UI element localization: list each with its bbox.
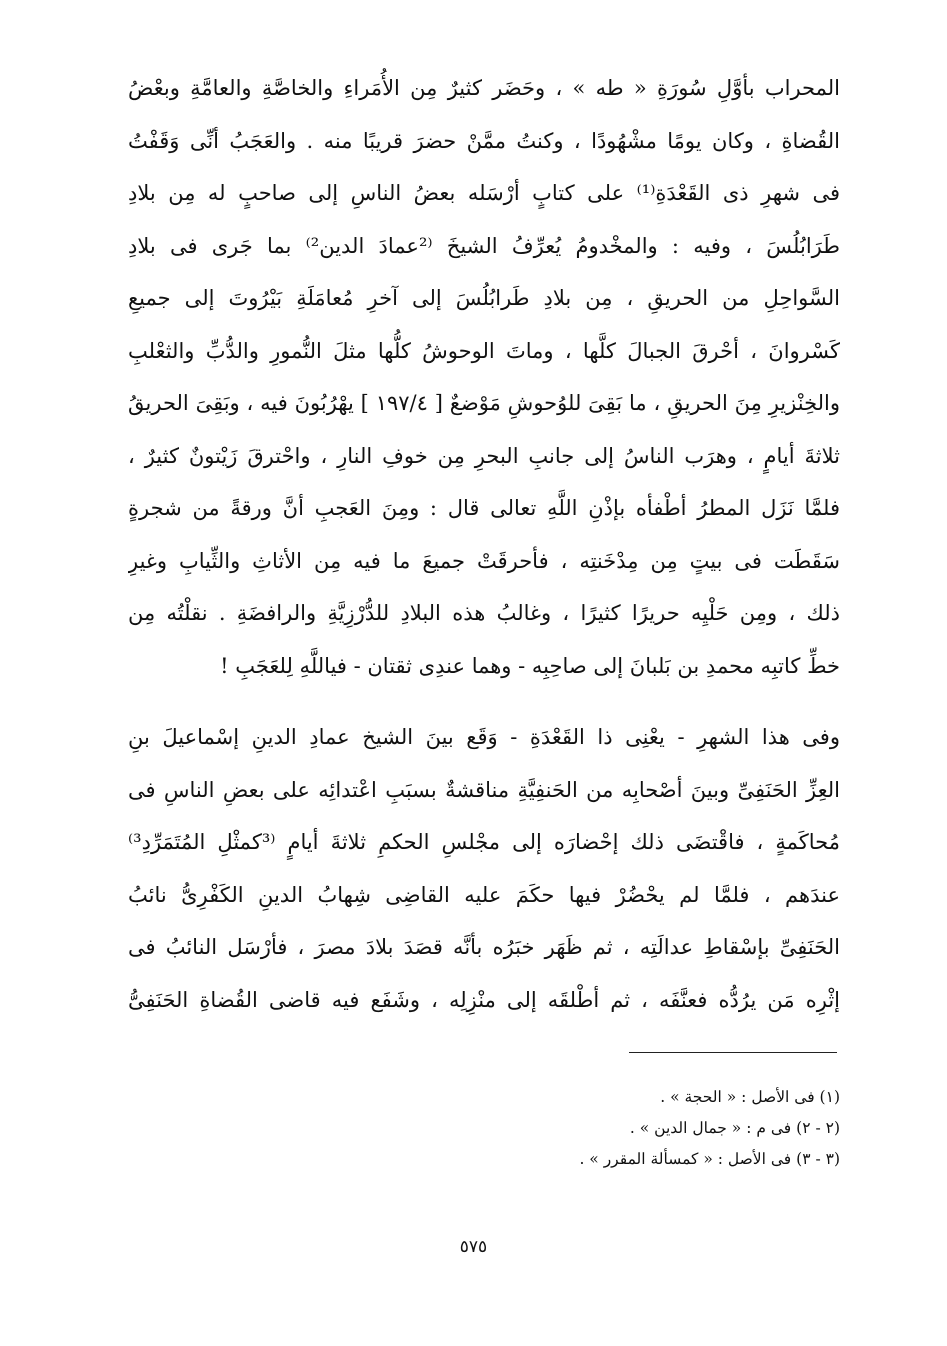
text-line: كَسْروانَ ، أحْرقَ الجبالَ كلَّها ، وماتَ الوحوشُ كلُّها مثلَ النُّمورِ والدُّبِّ والثعْلبِ (128, 338, 840, 363)
text-line: الحَنَفِىِّ بإسْقاطِ عدالَتِه ، ثم ظَهَر خبَرُه بأنَّه قصَدَ بلادَ مصرَ ، فأرْسَل النائبُ فى (128, 935, 840, 959)
text-line: عندَهم ، فلمَّا لم يحْضُرْ فيها حكَمَ عليه القاضِى شِهابُ الدينِ الكَفْرِىُّ نائبُ (128, 882, 840, 907)
text-line: خطِّ كاتبِه محمدِ بن بَلبانَ إلى صاحِبِه - وهما عندِى ثقتان - فياللَّهِ لِلعَجَبِ ! (220, 653, 840, 678)
body-paragraph-2 (128, 711, 840, 1026)
body-paragraph-1 (128, 62, 840, 692)
footnote-1: (١) فى الأصل : « الحجة » . (660, 1088, 840, 1106)
text-line: المحراب بأوَّلِ سُورَةِ « طه » ، وحَضَر كثيرٌ مِن الأُمَراءِ والخاصَّةِ والعامَّةِ وبعْضُ (128, 76, 840, 100)
text-line: فلمَّا نَزَل المطرُ أطْفأه بإذْنِ اللَّهِ تعالى قال : ومِنَ العَجبِ أنَّ ورقةً من شجرةٍ (128, 496, 840, 520)
text-line: سَقَطَت فى بيتٍ مِن مِدْخَنتِه ، فأحرقَتْ جميعَ ما فيه مِن الأثاثِ والثِّيابِ وغيرِ (128, 548, 840, 573)
text-line: مُحاكَمةٍ ، فاقْتضَى ذلك إحْضارَه إلى مجْلسِ الحكمِ ثلاثةَ أيامٍ ⁽³كمثْلِ المُتَمَرِّدِ³⁾ (128, 830, 840, 854)
text-line: طَرَابُلُسَ ، وفيه : والمخْدومُ يُعرِّفُ الشيخَ ⁽²عمادَ الدين²⁾ بما جَرى فى بلادِ (128, 233, 840, 258)
footnotes (300, 1082, 840, 1175)
text-line: والخِنْزيرِ مِنَ الحريقِ ، ما بَقِىَ للوُحوشِ مَوْضعٌ [ ١٩٧/٤ ] يهْرُبُونَ فيه ، وبَقِىَ الحريقُ (128, 391, 840, 415)
text-line: القُضاةِ ، وكان يومًا مشْهُودًا ، وكنتُ ممَّنْ حضرَ قريبًا منه . والعَجَبُ أنِّى وَقَفْتُ (128, 128, 840, 153)
text-line: السَّواحِلِ من الحريقِ ، مِن بلادِ طَرابُلُسَ إلى آخرِ مُعامَلَةِ بَيْرُوتَ إلى جميعِ (128, 286, 840, 310)
text-line: العِزِّ الحَنَفِىِّ وبينَ أصْحابِه من الحَنفِيَّةِ مناقشةٌ بسبَبِ اعْتدائِه على بعضِ الناسِ فى (128, 777, 840, 802)
page-number: ٥٧٥ (459, 1237, 488, 1257)
footnote-3: (٣ - ٣) فى الأصل : « كمسألة المقرر » . (579, 1150, 840, 1168)
text-line: ذلك ، ومِن حَلْيِه حريرًا كثيرًا ، وغالبُ هذه البلادِ للدُّرْزِيَّةِ والرافضَةِ . نقلْتُه مِن (128, 601, 840, 625)
text-line: إثْرِه مَن يرُدُّه فعنَّفَه ، ثم أطْلقَه إلى منْزِلِه ، وشَفَع فيه قاضى القُضاةِ الحَنَفِىُّ (128, 987, 840, 1012)
text-line: فى شهرِ ذى القَعْدَةِ⁽¹⁾ على كتابٍ أرْسَله بعضُ الناسِ إلى صاحبٍ له مِن بلادِ (128, 181, 840, 205)
footnote-divider (629, 1052, 837, 1053)
text-line: وفى هذا الشهرِ - يعْنِى ذا القَعْدَةِ - وَقَع بينَ الشيخ عمادِ الدينِ إسْماعيلَ بنِ (128, 725, 840, 749)
text-line: ثلاثةَ أيامٍ ، وهرَب الناسُ إلى جانبِ البحرِ مِن خوفِ النارِ ، واحْترقَ زَيْتونٌ كثيرٌ ، (128, 443, 840, 468)
footnote-2: (٢ - ٢) فى م : « جمال الدين » . (629, 1119, 840, 1137)
